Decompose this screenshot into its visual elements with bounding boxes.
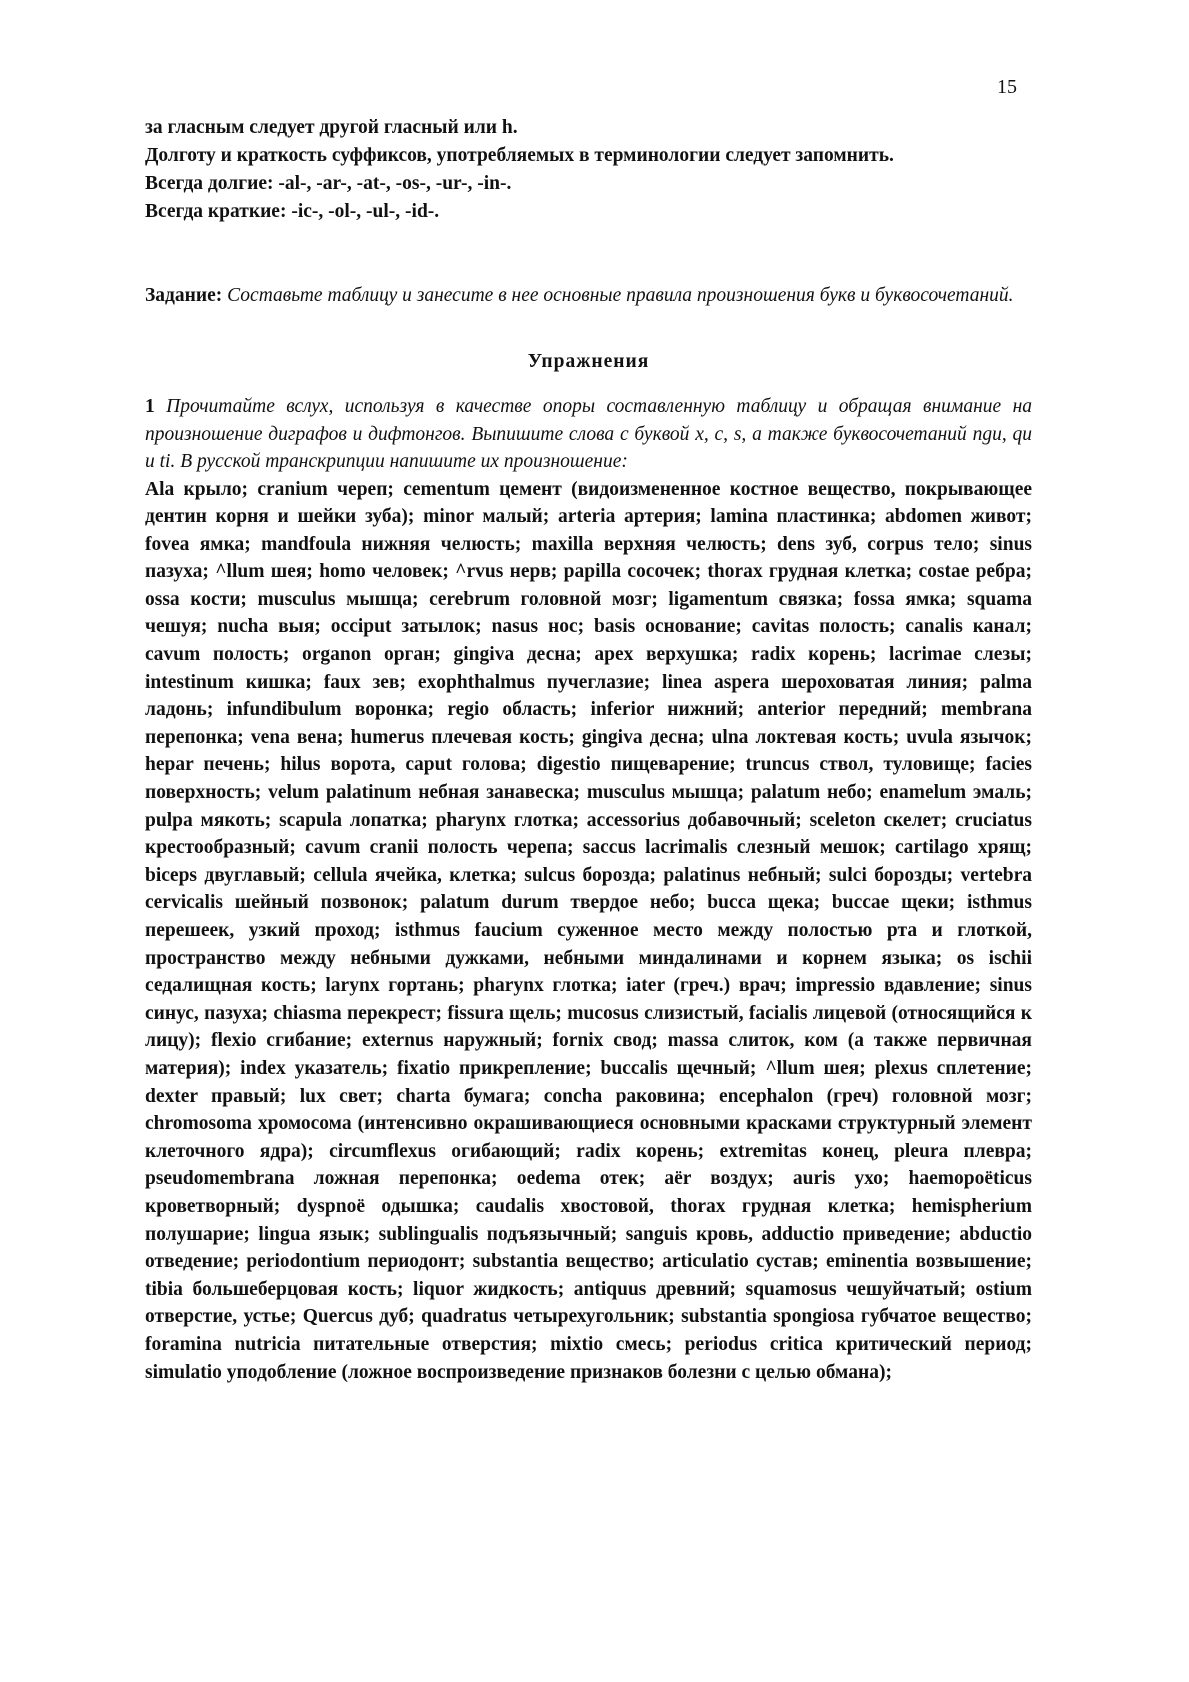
- page-number: 15: [997, 76, 1017, 98]
- exercise-instruction-text: Прочитайте вслух, используя в качестве опоры составленную таблицу и обращая внимание на произношение диграфов и дифтонгов. Выпишите слова с буквой x, c, s, а также буквосочетаний ngu, qu и ti. В русской транскрипции напишите их произношение:: [145, 396, 1032, 472]
- task-label: Задание:: [145, 285, 223, 306]
- exercise-number: 1: [145, 396, 155, 417]
- exercise-word-list: Ala крыло; cranium череп; cementum цемент (видоизмененное костное вещество, покрывающее дентин корня и шейки зуба); minor малый; arteria артерия; lamina пластинка; abdomen живот; fovea ямка; mandfoula нижняя челюсть; maxilla верхняя челюсть; dens зуб, corpus тело; sinus пазуха; ^llum шея; homo человек; ^rvus нерв; papilla сосочек; thorax грудная клетка; costae ребра; ossa кости; musculus мышца; cerebrum головной мозг; ligamentum связка; fossa ямка; squama чешуя; nucha выя; occiput затылок; nasus нос; basis основание; cavitas полость; canalis канал; cavum полость; organon орган; gingiva десна; apex верхушка; radix корень; lacrimae слезы; intestinum кишка; faux зев; exophthalmus пучеглазие; linea aspera шероховатая линия; palma ладонь; infundibulum воронка; regio область; inferior нижний; anterior передний; membrana перепонка; vena вена; humerus плечевая кость; gingiva десна; ulna локтевая кость; uvula язычок; hepar печень; hilus ворота, caput голова; digestio пищеварение; truncus ствол, туловище; facies поверхность; velum palatinum небная занавеска; musculus мышца; palatum небо; enamelum эмаль; pulpa мякоть; scapula лопатка; pharynx глотка; accessorius добавочный; sceleton скелет; cruciatus крестообразный; cavum cranii полость черепа; saccus lacrimalis слезный мешок; cartilago хрящ; biceps двуглавый; cellula ячейка, клетка; sulcus борозда; palatinus небный; sulci борозды; vertebra cervicalis шейный позвонок; palatum durum твердое небо; bucca щека; buccae щеки; isthmus перешеек, узкий проход; isthmus faucium суженное место между полостью рта и глоткой, пространство между небными дужками, небными миндалинами и корнем языка; os ischii седалищная кость; larynx гортань; pharynx глотка; iater (греч.) врач; impressio вдавление; sinus синус, пазуха; chiasma перекрест; fissura щель; mucosus слизистый, facialis лицевой (относящийся к лицу); flexio сгибание; externus наружный; fornix свод; massa слиток, ком (а также первичная материя); index указатель; fixatio прикрепление; buccalis щечный; ^llum шея; plexus сплетение; dexter правый; lux свет; charta бумага; concha раковина; encephalon (греч) головной мозг; chromosoma хромосома (интенсивно окрашивающиеся основными красками структурный элемент клеточного ядра); circumflexus огибающий; radix корень; extremitas конец, pleura плевра; pseudomembrana ложная перепонка; oedema отек; aёr воздух; auris ухо; haemopoёticus кроветворный; dyspnoё одышка; caudalis хвостовой, thorax грудная клетка; hemispherium полушарие; lingua язык; sublingualis подъязычный; sanguis кровь, adductio приведение; abductio отведение; periodontium периодонт; substantia вещество; articulatio сустав; eminentia возвышение; tibia большеберцовая кость; liquor жидкость; antiquus древний; squamosus чешуйчатый; ostium отверстие, устье; Quercus дуб; quadratus четырехугольник; substantia spongiosa губчатое вещество; foramina nutricia питательные отверстия; mixtio смесь; periodus critica критический период; simulatio уподобление (ложное воспроизведение признаков болезни с целью обмана);: [145, 478, 1032, 1383]
- suffix-rules: [145, 114, 1032, 226]
- section-title: Упражнения: [527, 351, 650, 372]
- task-text: Составьте таблицу и занесите в нее основные правила произношения букв и буквосочетаний.: [227, 285, 1014, 306]
- task-paragraph: [145, 282, 1032, 310]
- page-content: [145, 114, 1032, 1386]
- intro-line: Всегда долгие: -al-, -ar-, -at-, -os-, -ur-, -in-.: [145, 173, 512, 194]
- intro-line: за гласным следует другой гласный или h.: [145, 117, 518, 138]
- intro-line: Всегда краткие: -ic-, -ol-, -ul-, -id-.: [145, 201, 440, 222]
- exercise-instruction: [145, 393, 1032, 476]
- intro-line: Долготу и краткость суффиксов, употребляемых в терминологии следует запомнить.: [145, 145, 894, 166]
